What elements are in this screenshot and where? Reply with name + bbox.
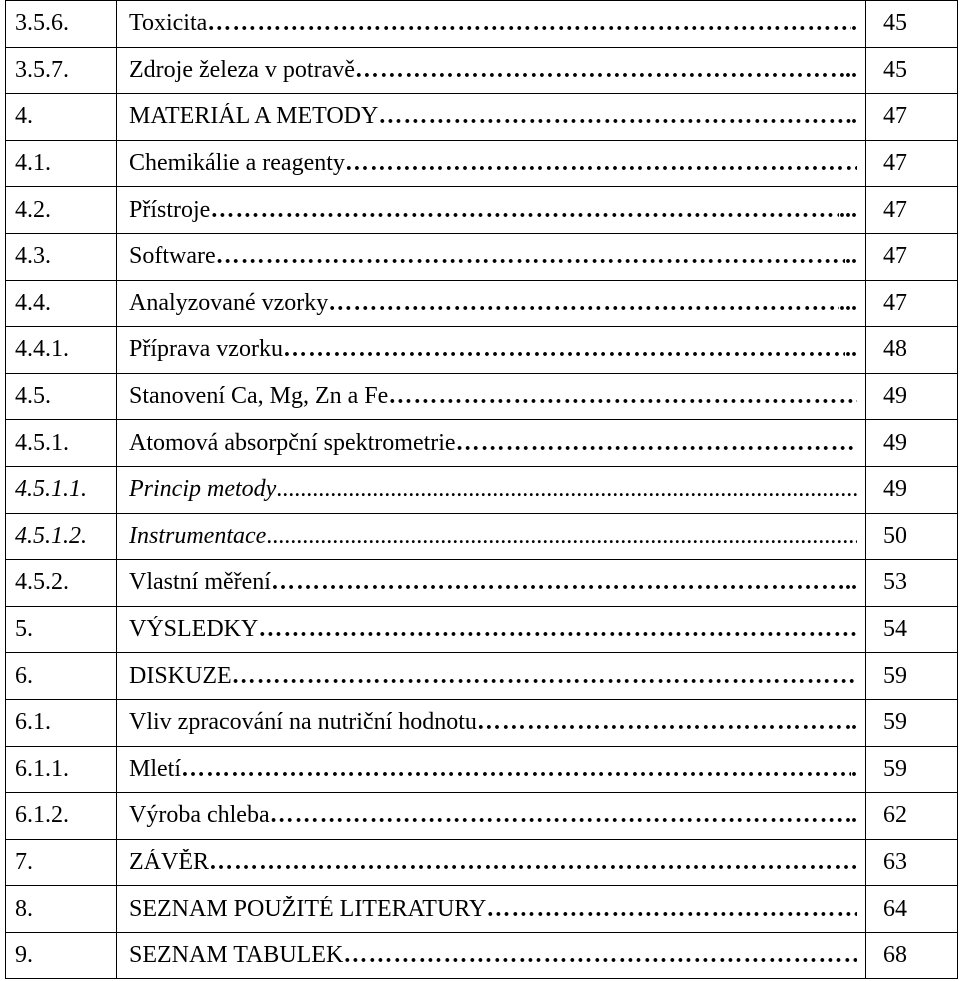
- toc-entry: [129, 336, 857, 363]
- toc-section-title: SEZNAM TABULEK: [129, 942, 344, 969]
- toc-entry: [129, 103, 857, 130]
- toc-entry: [129, 802, 857, 829]
- toc-row[interactable]: [6, 47, 958, 94]
- dot-leader: [328, 290, 839, 317]
- dot-leader-tail: ..: [845, 56, 857, 83]
- toc-section-number: 4.5.1.2.: [6, 513, 117, 560]
- toc-section-number: 8.: [6, 886, 117, 933]
- dot-leader: [207, 10, 851, 37]
- toc-row[interactable]: [6, 746, 958, 793]
- toc-section-title: Výroba chleba: [129, 802, 270, 829]
- toc-row[interactable]: [6, 606, 958, 653]
- toc-entry: [129, 383, 857, 410]
- toc-section-number: 6.1.2.: [6, 793, 117, 840]
- toc-entry-cell: [117, 280, 866, 327]
- dot-leader: [456, 430, 857, 457]
- toc-section-number: 4.5.1.1.: [6, 466, 117, 513]
- toc-section-number: 4.2.: [6, 187, 117, 234]
- dot-leader-tail: .: [851, 755, 857, 782]
- toc-page-number: 64: [866, 886, 958, 933]
- toc-section-title: MATERIÁL A METODY: [129, 103, 379, 130]
- toc-section-title: DISKUZE: [129, 662, 232, 689]
- toc-row[interactable]: [6, 699, 958, 746]
- dot-leader: [209, 849, 857, 876]
- toc-entry-cell: [117, 420, 866, 467]
- toc-section-title: Toxicita: [129, 10, 208, 37]
- toc-page-number: 49: [866, 373, 958, 420]
- toc-entry: [129, 243, 857, 270]
- toc-section-number: 3.5.6.: [6, 1, 117, 48]
- toc-section-title: VÝSLEDKY: [129, 616, 259, 643]
- toc-entry-cell: [117, 94, 866, 141]
- toc-row[interactable]: [6, 373, 958, 420]
- toc-entry: [129, 523, 857, 550]
- toc-section-number: 6.1.1.: [6, 746, 117, 793]
- dot-leader-tail: .: [851, 103, 857, 130]
- toc-entry-cell: [117, 373, 866, 420]
- toc-row[interactable]: [6, 513, 958, 560]
- dot-leader-tail: ..: [845, 336, 857, 363]
- toc-page-number: 45: [866, 1, 958, 48]
- toc-entry: [129, 663, 857, 690]
- toc-page-number: 47: [866, 233, 958, 280]
- toc-page-number: 47: [866, 94, 958, 141]
- toc-page-number: 47: [866, 187, 958, 234]
- toc-entry-cell: [117, 233, 866, 280]
- toc-entry: [129, 290, 857, 317]
- toc-section-title: Analyzované vzorky: [129, 289, 329, 316]
- toc-page-number: 54: [866, 606, 958, 653]
- toc-section-number: 4.1.: [6, 140, 117, 187]
- toc-entry: [129, 849, 857, 876]
- toc-entry-cell: [117, 47, 866, 94]
- toc-page-number: 49: [866, 466, 958, 513]
- dot-leader: [477, 709, 845, 736]
- dot-leader-tail: ...: [839, 196, 857, 223]
- toc-section-number: 4.: [6, 94, 117, 141]
- toc-section-number: 5.: [6, 606, 117, 653]
- table-of-contents: [5, 0, 958, 979]
- toc-section-title: Zdroje železa v potravě: [129, 56, 355, 83]
- dot-leader-tail: ..: [845, 709, 857, 736]
- toc-entry: [129, 756, 857, 783]
- toc-section-number: 4.5.1.: [6, 420, 117, 467]
- toc-entry-cell: [117, 187, 866, 234]
- toc-section-title: ZÁVĚR: [129, 848, 209, 875]
- toc-page-number: 59: [866, 746, 958, 793]
- dot-leader: [270, 802, 845, 829]
- toc-row[interactable]: [6, 653, 958, 700]
- dot-leader: [343, 942, 857, 969]
- toc-entry-cell: [117, 560, 866, 607]
- toc-entry: [129, 476, 857, 503]
- dot-leader-tail: ..: [845, 569, 857, 596]
- toc-section-number: 9.: [6, 932, 117, 979]
- toc-entry: [129, 896, 857, 923]
- toc-row[interactable]: [6, 839, 958, 886]
- toc-body: [6, 1, 958, 979]
- dot-leader: [283, 336, 845, 363]
- toc-entry: [129, 150, 857, 177]
- dot-leader: [276, 476, 857, 503]
- toc-row[interactable]: [6, 932, 958, 979]
- toc-section-number: 4.5.2.: [6, 560, 117, 607]
- toc-entry-cell: [117, 793, 866, 840]
- dot-leader-tail: ...: [839, 289, 857, 316]
- toc-row[interactable]: [6, 886, 958, 933]
- toc-entry-cell: [117, 606, 866, 653]
- dot-leader-tail: .: [851, 10, 857, 37]
- toc-row[interactable]: [6, 94, 958, 141]
- toc-row[interactable]: [6, 560, 958, 607]
- toc-page-number: 68: [866, 932, 958, 979]
- toc-entry-cell: [117, 932, 866, 979]
- toc-entry: [129, 430, 857, 457]
- toc-row[interactable]: [6, 187, 958, 234]
- toc-row[interactable]: [6, 280, 958, 327]
- dot-leader: [266, 523, 857, 550]
- toc-section-number: 4.4.: [6, 280, 117, 327]
- toc-entry: [129, 569, 857, 596]
- dot-leader: [345, 150, 857, 177]
- toc-entry-cell: [117, 140, 866, 187]
- toc-section-number: 3.5.7.: [6, 47, 117, 94]
- toc-page-number: 47: [866, 280, 958, 327]
- toc-row[interactable]: [6, 466, 958, 513]
- dot-leader: [181, 756, 851, 783]
- toc-section-number: 4.3.: [6, 233, 117, 280]
- dot-leader-tail: ..: [845, 802, 857, 829]
- toc-page-number: 63: [866, 839, 958, 886]
- toc-page-number: 48: [866, 327, 958, 374]
- toc-page-number: 53: [866, 560, 958, 607]
- toc-section-title: Mletí: [129, 755, 181, 782]
- toc-page-number: 49: [866, 420, 958, 467]
- toc-entry: [129, 57, 857, 84]
- dot-leader-tail: ..: [845, 243, 857, 270]
- toc-entry-cell: [117, 746, 866, 793]
- toc-entry-cell: [117, 886, 866, 933]
- toc-page-number: 47: [866, 140, 958, 187]
- toc-section-title: SEZNAM POUŽITÉ LITERATURY: [129, 895, 487, 922]
- toc-row[interactable]: [6, 327, 958, 374]
- toc-section-number: 6.: [6, 653, 117, 700]
- toc-section-number: 7.: [6, 839, 117, 886]
- toc-entry: [129, 942, 857, 969]
- toc-page-number: 50: [866, 513, 958, 560]
- toc-entry-cell: [117, 653, 866, 700]
- toc-entry: [129, 616, 857, 643]
- toc-section-number: 4.4.1.: [6, 327, 117, 374]
- toc-page-number: 59: [866, 699, 958, 746]
- toc-page-number: 59: [866, 653, 958, 700]
- toc-section-title: Stanovení Ca, Mg, Zn a Fe: [129, 383, 389, 410]
- dot-leader: [232, 663, 857, 690]
- dot-leader: [216, 243, 845, 270]
- toc-section-title: Atomová absorpční spektrometrie: [129, 429, 456, 456]
- toc-section-title: Vlastní měření: [129, 569, 271, 596]
- toc-entry: [129, 10, 857, 37]
- dot-leader: [258, 616, 857, 643]
- toc-entry-cell: [117, 839, 866, 886]
- toc-section-title: Software: [129, 243, 216, 270]
- toc-row[interactable]: [6, 420, 958, 467]
- dot-leader: [271, 569, 845, 596]
- toc-page-number: 62: [866, 793, 958, 840]
- dot-leader: [486, 896, 857, 923]
- toc-section-title: Přístroje: [129, 196, 211, 223]
- dot-leader: [355, 57, 845, 84]
- toc-entry-cell: [117, 513, 866, 560]
- toc-section-title: Chemikálie a reagenty: [129, 150, 345, 177]
- toc-section-title: Instrumentace: [129, 522, 267, 549]
- toc-entry: [129, 197, 857, 224]
- dot-leader: [388, 383, 857, 410]
- toc-page-number: 45: [866, 47, 958, 94]
- toc-section-title: Vliv zpracování na nutriční hodnotu: [129, 709, 477, 736]
- toc-entry-cell: [117, 466, 866, 513]
- toc-entry: [129, 709, 857, 736]
- toc-entry-cell: [117, 327, 866, 374]
- toc-section-number: 6.1.: [6, 699, 117, 746]
- toc-entry-cell: [117, 1, 866, 48]
- toc-section-title: Princip metody: [129, 476, 277, 503]
- toc-row[interactable]: [6, 793, 958, 840]
- toc-section-title: Příprava vzorku: [129, 336, 283, 363]
- toc-entry-cell: [117, 699, 866, 746]
- toc-section-number: 4.5.: [6, 373, 117, 420]
- toc-row[interactable]: [6, 140, 958, 187]
- dot-leader: [210, 197, 839, 224]
- toc-row[interactable]: [6, 1, 958, 48]
- dot-leader: [378, 103, 851, 130]
- toc-row[interactable]: [6, 233, 958, 280]
